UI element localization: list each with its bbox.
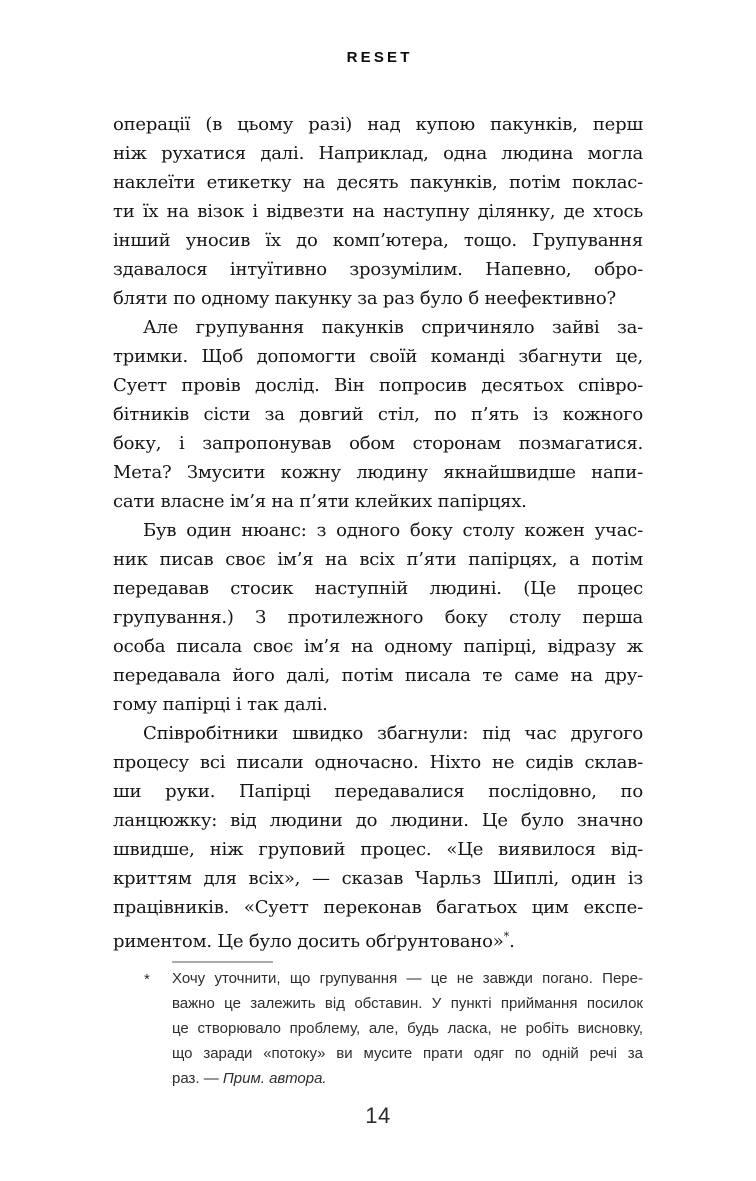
text-line: бітників сісти за довгий стіл, по п’ять із кожного	[113, 404, 643, 425]
text-line: що заради «потоку» ви мусите прати одяг по одній речі за	[172, 1045, 643, 1062]
text-line: особа писала своє ім’я на одному папірці, відразу ж	[113, 636, 643, 657]
paragraph	[113, 516, 643, 719]
text-line: боку, і запропонував обом сторонам позмагатися.	[113, 433, 643, 454]
footnote-marker: *	[144, 971, 150, 988]
running-head: RESET	[346, 49, 413, 66]
text-line: ши руки. Папірці передавалися послідовно, по	[113, 781, 643, 802]
text-line: бляти по одному пакунку за раз було б неефективно?	[113, 288, 616, 309]
text-line: працівників. «Суетт переконав багатьох цим експе-	[113, 897, 643, 918]
text-line: групування.) З протилежного боку столу перша	[113, 607, 643, 628]
text-line: сати власне ім’я на п’яти клейких папірцях.	[113, 491, 527, 512]
text-line: Суетт провів дослід. Він попросив десятьох співро-	[113, 375, 643, 396]
text-line: раз. — Прим. автора.	[172, 1070, 327, 1087]
page-number: 14	[365, 1103, 391, 1128]
text-line: передавала його далі, потім писала те саме на дру-	[113, 665, 643, 686]
footnote	[113, 956, 643, 1091]
text-line: це створювало проблему, але, будь ласка, не робіть висновку,	[172, 1020, 643, 1037]
text-line: Але групування пакунків спричиняло зайві за-	[143, 317, 643, 338]
text-line: гому папірці і так далі.	[113, 694, 328, 715]
paragraph	[113, 110, 643, 313]
paragraph	[113, 313, 643, 516]
text-line: швидше, ніж груповий процес. «Це виявилося від-	[113, 839, 643, 860]
text-line: здавалося інтуїтивно зрозумілим. Напевно, обро-	[113, 259, 643, 280]
text-line: ник писав своє ім’я на всіх п’яти папірцях, а потім	[113, 549, 643, 570]
text-line: передавав стосик наступній людині. (Це процес	[113, 578, 643, 599]
text-line: криттям для всіх», — сказав Чарльз Шиплі, один із	[113, 868, 643, 889]
text-line: операції (в цьому разі) над купою пакунків, перш	[113, 114, 643, 135]
paragraph	[113, 719, 643, 951]
text-line: ніж рухатися далі. Наприклад, одна людина могла	[113, 143, 643, 164]
text-line: тримки. Щоб допомогти своїй команді збагнути це,	[113, 346, 643, 367]
footnote-text	[172, 966, 643, 1091]
text-line: процесу всі писали одночасно. Ніхто не сидів склав-	[113, 752, 643, 773]
footnote-rule	[172, 961, 273, 963]
text-line: Співробітники швидко збагнули: під час другого	[143, 723, 643, 744]
text-line: ланцюжку: від людини до людини. Це було значно	[113, 810, 643, 831]
text-line: Був один нюанс: з одного боку столу кожен учас-	[143, 520, 643, 541]
text-line: Мета? Змусити кожну людину якнайшвидше напи-	[113, 462, 643, 483]
text-line: риментом. Це було досить обґрунтовано»*.	[113, 930, 515, 951]
text-line: важно це залежить від обставин. У пункті приймання посилок	[172, 995, 643, 1012]
text-line: Хочу уточнити, що групування — це не завжди погано. Пере-	[172, 970, 643, 987]
body-text	[113, 110, 643, 951]
text-line: наклеїти етикетку на десять пакунків, потім поклас-	[113, 172, 643, 193]
text-line: інший уносив їх до комп’ютера, тощо. Групування	[113, 230, 643, 251]
text-line: ти їх на візок і відвезти на наступну ділянку, де хтось	[113, 201, 643, 222]
